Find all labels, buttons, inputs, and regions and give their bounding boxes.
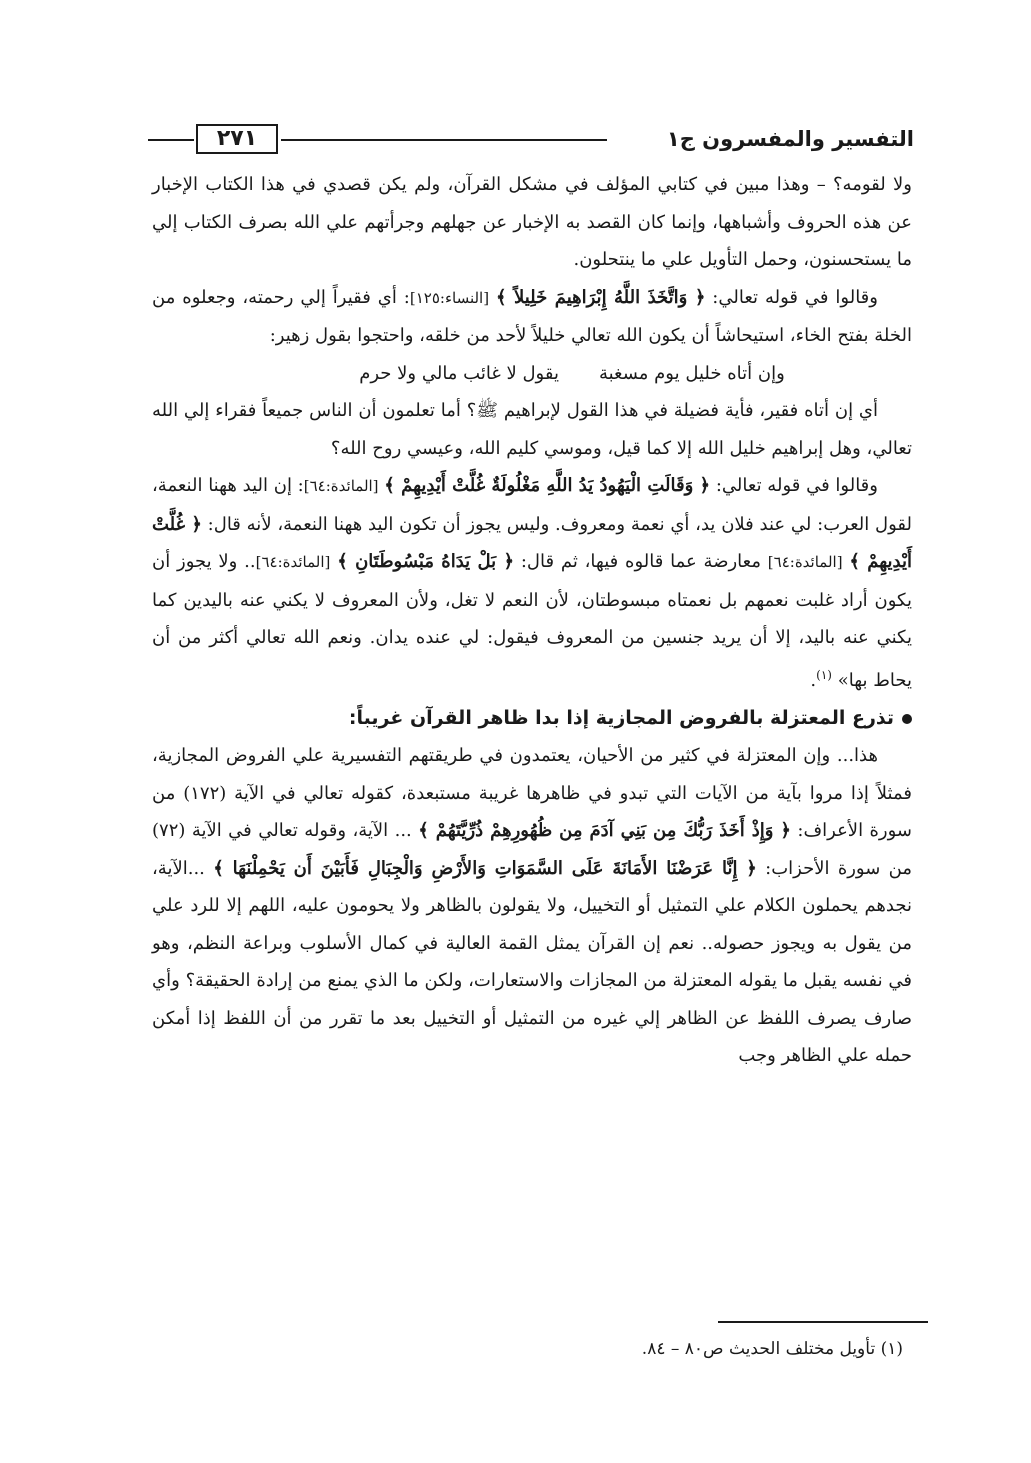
quran-verse: ﴿ غُلَّتْ أَيْدِيهِمْ ﴾ [152,513,912,572]
poem-verse [152,355,912,393]
paragraph-3: أي إن أتاه فقير، فأية فضيلة في هذا القول لإبراهيم ﷺ؟ أما تعلمون أن الناس جميعاً فقراء إلي الله تعالي، وهل إبراهيم خليل الله إلا كما قيل، وموسي كليم الله، وعيسي روح الله؟ [152,400,912,459]
paragraph-2-body: : أي فقيراً إلي رحمته، وجعلوه من الخلة بفتح الخاء، استيحاشاً أن يكون الله تعالي خليلاً لأحد من خلقه، واحتجوا بقول زهير: [152,286,912,346]
paragraph-5-intro: هذا... وإن المعتزلة في كثير من الأحيان، يعتمدون في طريقتهم التفسيرية علي الفروض المجازية، فمثلاً إذا مروا بآية من الآيات التي تبدو في ظاهرها غريبة مستبعدة، كقوله تعالي في الآية (١٧٢) من سورة الأعراف: [152,745,912,841]
main-text [152,166,912,1075]
page-header [148,120,914,160]
verse-reference: [المائدة:٦٤] [255,553,331,571]
section-heading [152,699,912,737]
paragraph-4-intro: وقالوا في قوله تعالي: [715,475,878,496]
header-rule-middle [281,139,607,141]
paragraph-5-body: ...الآية، نجدهم يحملون الكلام علي التمثيل أو التخييل، ولا يقولون بالظاهر ولا يحومون عليه، اللهم إلا للرد علي من يقول به ويجوز حصوله.. نعم إن القرآن يمثل القمة العالية في كمال الأسلوب وبراعة النظم، وهو في نفسه يقبل ما يقوله المعتزلة من المجازات والاستعارات، ولكن ما الذي يمنع من إرادة الحقيقة؟ وأي صارف يصرف اللفظ عن الظاهر إلي غيره من التمثيل أو التخييل بعد ما تقرر من أن اللفظ إذا أمكن حمله علي الظاهر وجب [152,857,912,1066]
paragraph-4-body: .. ولا يجوز أن يكون أراد غلبت نعمهم بل نعمتاه مبسوطتان، لأن النعم لا تغل، ولأن المعروف لا يكني عنه باليدين كما يكني عنه باليد، إلا أن يريد جنسين من المعروف فيقول: لي عنده يدان. ونعم الله تعالي أكثر من أن يحاط بها» [152,551,912,691]
paragraph-1: ولا لقومه؟ – وهذا مبين في كتابي المؤلف في مشكل القرآن، ولم يكن قصدي في هذا الكتاب الإخبار عن هذه الحروف وأشباهها، وإنما كان القصد به الإخبار عن جهلهم وجرأتهم علي الله بصرف الكتاب إلي ما يستحسنون، وحمل التأويل علي ما ينتحلون. [152,174,912,270]
quran-verse: ﴿ وَقَالَتِ الْيَهُودُ يَدُ اللَّهِ مَغْلُولَةٌ غُلَّتْ أَيْدِيهِمْ ﴾ [384,475,711,496]
paragraph-2 [152,279,912,355]
poem-hemistich-1: وإن أتاه خليل يوم مسغبة [598,362,785,384]
quran-verse: ﴿ وَإِذْ أَخَذَ رَبُّكَ مِن بَنِي آدَمَ مِن ظُهُورِهِمْ ذُرِّيَّتَهُمْ ﴾ [418,820,791,841]
paragraph-4-body: معارضة عما قالوه فيها، ثم قال: [520,551,761,572]
running-title: التفسير والمفسرون ج١ [666,127,914,151]
footnote-marker: (١) [816,667,832,682]
quran-verse: ﴿ وَاتَّخَذَ اللَّهُ إِبْرَاهِيمَ خَلِيلاً ﴾ [496,286,706,308]
paragraph-2-intro: وقالوا في قوله تعالي: [712,286,878,308]
footnote-rule [718,1321,928,1323]
poem-hemistich-2: يقول لا غائب مالي ولا حرم [359,362,559,384]
paragraph-4-end: . [810,669,817,691]
verse-reference: [المائدة:٦٤] [767,553,843,571]
quran-verse: ﴿ بَلْ يَدَاهُ مَبْسُوطَتَانِ ﴾ [337,551,515,572]
paragraph-5 [152,737,912,1075]
bullet-icon [902,714,912,724]
section-heading-text: تذرع المعتزلة بالفروض المجازية إذا بدا ظاهر القرآن غريباً: [348,707,894,729]
paragraph-4-body: : إن اليد ههنا النعمة، لقول العرب: لي عند فلان يد، أي نعمة ومعروف. وليس يجوز أن تكون اليد ههنا النعمة، لأنه قال: [152,475,912,535]
footnote: (١) تأويل مختلف الحديث ص٨٠ – ٨٤. [641,1339,903,1359]
verse-reference: [النساء:١٢٥] [409,288,490,307]
header-rule-left [148,139,194,141]
page-number: ٢٧١ [196,124,278,154]
quran-verse: ﴿ إِنَّا عَرَضْنَا الأَمَانَةَ عَلَى السَّمَوَاتِ وَالأَرْضِ وَالْجِبَالِ فَأَبَيْنَ أَن يَحْمِلْنَهَا ﴾ [213,857,757,879]
paragraph-4 [152,467,912,699]
paragraph-5-body: ... الآية، وقوله تعالي في الآية (٧٢) من سورة الأحزاب: [152,820,912,879]
verse-reference: [المائدة:٦٤] [303,477,379,495]
